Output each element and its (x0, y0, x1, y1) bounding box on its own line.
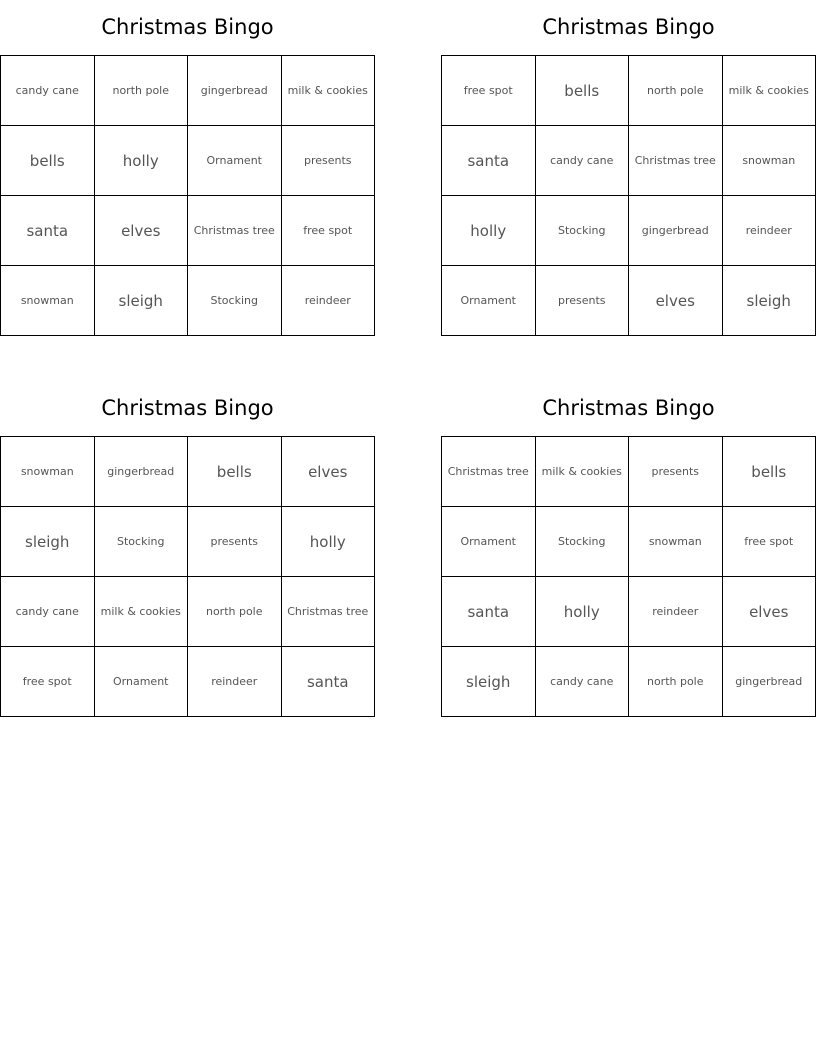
bingo-cell: holly (282, 507, 376, 577)
bingo-card-4 (441, 381, 816, 717)
card-title: Christmas Bingo (542, 15, 715, 39)
bingo-grid (441, 55, 816, 336)
bingo-cell: milk & cookies (282, 56, 376, 126)
bingo-cell: sleigh (723, 266, 816, 336)
bingo-cell: holly (442, 196, 536, 266)
bingo-cell: free spot (282, 196, 376, 266)
bingo-cell: presents (629, 437, 723, 507)
bingo-cell: santa (1, 196, 95, 266)
bingo-cell: gingerbread (629, 196, 723, 266)
bingo-cell: free spot (723, 507, 816, 577)
bingo-cell: bells (188, 437, 282, 507)
bingo-cell: elves (629, 266, 723, 336)
bingo-cell: snowman (1, 266, 95, 336)
bingo-card-1 (0, 0, 375, 336)
bingo-cell: candy cane (1, 577, 95, 647)
bingo-cell: reindeer (188, 647, 282, 717)
bingo-grid (0, 55, 375, 336)
bingo-card-2 (441, 0, 816, 336)
bingo-cell: snowman (723, 126, 816, 196)
bingo-cell: bells (723, 437, 816, 507)
bingo-cell: snowman (1, 437, 95, 507)
bingo-card-3 (0, 381, 375, 717)
bingo-cell: sleigh (442, 647, 536, 717)
bingo-cell: gingerbread (95, 437, 189, 507)
bingo-cell: reindeer (723, 196, 816, 266)
bingo-cell: presents (282, 126, 376, 196)
card-title: Christmas Bingo (101, 396, 274, 420)
bingo-cell: north pole (629, 56, 723, 126)
bingo-cell: milk & cookies (536, 437, 630, 507)
bingo-cell: Stocking (536, 196, 630, 266)
bingo-cell: Christmas tree (282, 577, 376, 647)
bingo-cell: Christmas tree (629, 126, 723, 196)
bingo-cell: Ornament (95, 647, 189, 717)
bingo-cell: santa (442, 126, 536, 196)
bingo-cell: north pole (95, 56, 189, 126)
bingo-cell: reindeer (282, 266, 376, 336)
bingo-cell: bells (536, 56, 630, 126)
bingo-cell: santa (442, 577, 536, 647)
bingo-cell: free spot (442, 56, 536, 126)
bingo-cell: candy cane (536, 126, 630, 196)
bingo-cell: Christmas tree (188, 196, 282, 266)
bingo-cell: candy cane (1, 56, 95, 126)
bingo-cell: presents (536, 266, 630, 336)
bingo-cell: Ornament (442, 266, 536, 336)
bingo-cell: Ornament (188, 126, 282, 196)
bingo-cell: Stocking (536, 507, 630, 577)
bingo-cell: elves (723, 577, 816, 647)
bingo-cell: sleigh (1, 507, 95, 577)
bingo-cell: presents (188, 507, 282, 577)
bingo-cell: holly (95, 126, 189, 196)
bingo-grid (0, 436, 375, 717)
bingo-cell: sleigh (95, 266, 189, 336)
bingo-cell: Stocking (95, 507, 189, 577)
bingo-cell: elves (95, 196, 189, 266)
bingo-cell: north pole (188, 577, 282, 647)
bingo-grid (441, 436, 816, 717)
bingo-cell: milk & cookies (723, 56, 816, 126)
card-title: Christmas Bingo (101, 15, 274, 39)
bingo-cell: gingerbread (723, 647, 816, 717)
bingo-cell: reindeer (629, 577, 723, 647)
bingo-cell: milk & cookies (95, 577, 189, 647)
bingo-cell: bells (1, 126, 95, 196)
bingo-cell: candy cane (536, 647, 630, 717)
bingo-cell: Christmas tree (442, 437, 536, 507)
bingo-cell: Stocking (188, 266, 282, 336)
bingo-cell: elves (282, 437, 376, 507)
bingo-cell: santa (282, 647, 376, 717)
bingo-cell: north pole (629, 647, 723, 717)
bingo-cell: Ornament (442, 507, 536, 577)
bingo-cell: gingerbread (188, 56, 282, 126)
bingo-cell: snowman (629, 507, 723, 577)
bingo-cell: free spot (1, 647, 95, 717)
card-title: Christmas Bingo (542, 396, 715, 420)
bingo-cell: holly (536, 577, 630, 647)
